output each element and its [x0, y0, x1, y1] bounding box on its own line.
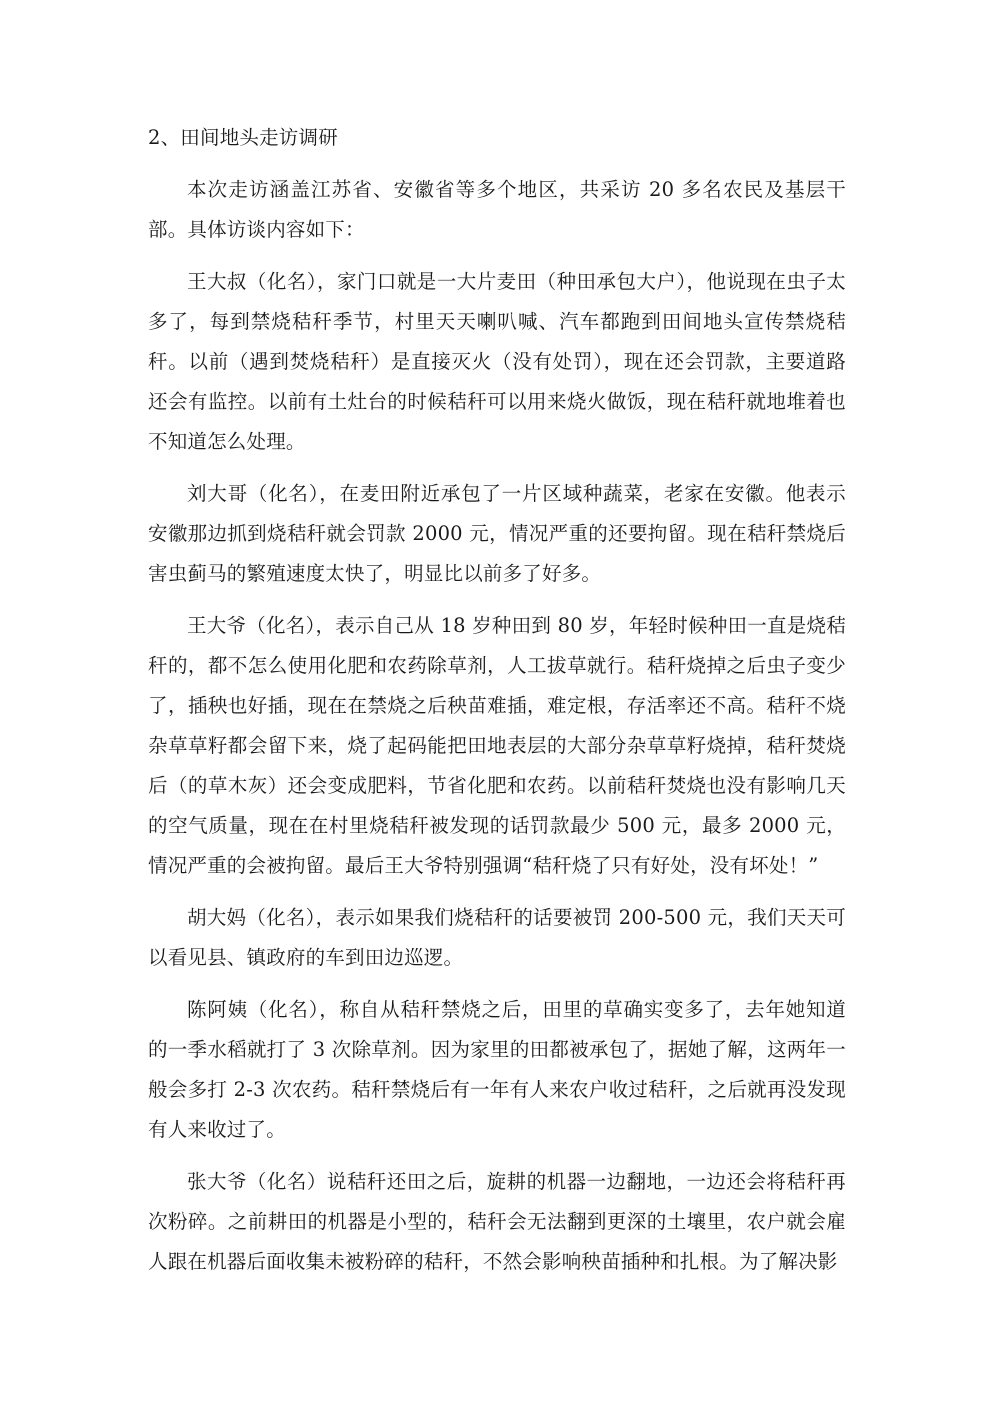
section-heading: 2、田间地头走访调研	[148, 126, 338, 149]
paragraph-interview-chen-ayi: 陈阿姨（化名），称自从秸秆禁烧之后，田里的草确实变多了，去年她知道的一季水稻就打了 3 次除草剂。因为家里的田都被承包了，据她了解，这两年一般会多打 2-3 次农药。秸秆禁烧后有一年有人来农户收过秸秆，之后就再没发现有人来收过了。	[148, 998, 846, 1141]
paragraph-interview-wang-daye: 王大爷（化名），表示自己从 18 岁种田到 80 岁，年轻时候种田一直是烧秸秆的，都不怎么使用化肥和农药除草剂，人工拔草就行。秸秆烧掉之后虫子变少了，插秧也好插，现在在禁烧之后秧苗难插，难定根，存活率还不高。秸秆不烧杂草草籽都会留下来，烧了起码能把田地表层的大部分杂草草籽烧掉，秸秆焚烧后（的草木灰）还会变成肥料，节省化肥和农药。以前秸秆焚烧也没有影响几天的空气质量，现在在村里烧秸秆被发现的话罚款最少 500 元，最多 2000 元，情况严重的会被拘留。最后王大爷特别强调“秸秆烧了只有好处，没有坏处！”	[148, 614, 846, 877]
paragraph-interview-hu-dama: 胡大妈（化名），表示如果我们烧秸秆的话要被罚 200-500 元，我们天天可以看见县、镇政府的车到田边巡逻。	[148, 906, 846, 969]
paragraph-intro: 本次走访涵盖江苏省、安徽省等多个地区，共采访 20 多名农民及基层干部。具体访谈内容如下：	[148, 178, 846, 241]
document-body	[148, 118, 846, 1294]
paragraph-interview-zhang-daye: 张大爷（化名）说秸秆还田之后，旋耕的机器一边翻地，一边还会将秸秆再次粉碎。之前耕田的机器是小型的，秸秆会无法翻到更深的土壤里，农户就会雇人跟在机器后面收集未被粉碎的秸秆，不然会影响秧苗插种和扎根。为了解决影	[148, 1170, 846, 1273]
paragraph-interview-liu-dage: 刘大哥（化名），在麦田附近承包了一片区域种蔬菜，老家在安徽。他表示安徽那边抓到烧秸秆就会罚款 2000 元，情况严重的还要拘留。现在秸秆禁烧后害虫蓟马的繁殖速度太快了，明显比以前多了好多。	[148, 482, 846, 585]
paragraph-interview-wang-dashu: 王大叔（化名），家门口就是一大片麦田（种田承包大户），他说现在虫子太多了，每到禁烧秸秆季节，村里天天喇叭喊、汽车都跑到田间地头宣传禁烧秸秆。以前（遇到焚烧秸秆）是直接灭火（没有处罚），现在还会罚款，主要道路还会有监控。以前有土灶台的时候秸秆可以用来烧火做饭，现在秸秆就地堆着也不知道怎么处理。	[148, 270, 846, 453]
